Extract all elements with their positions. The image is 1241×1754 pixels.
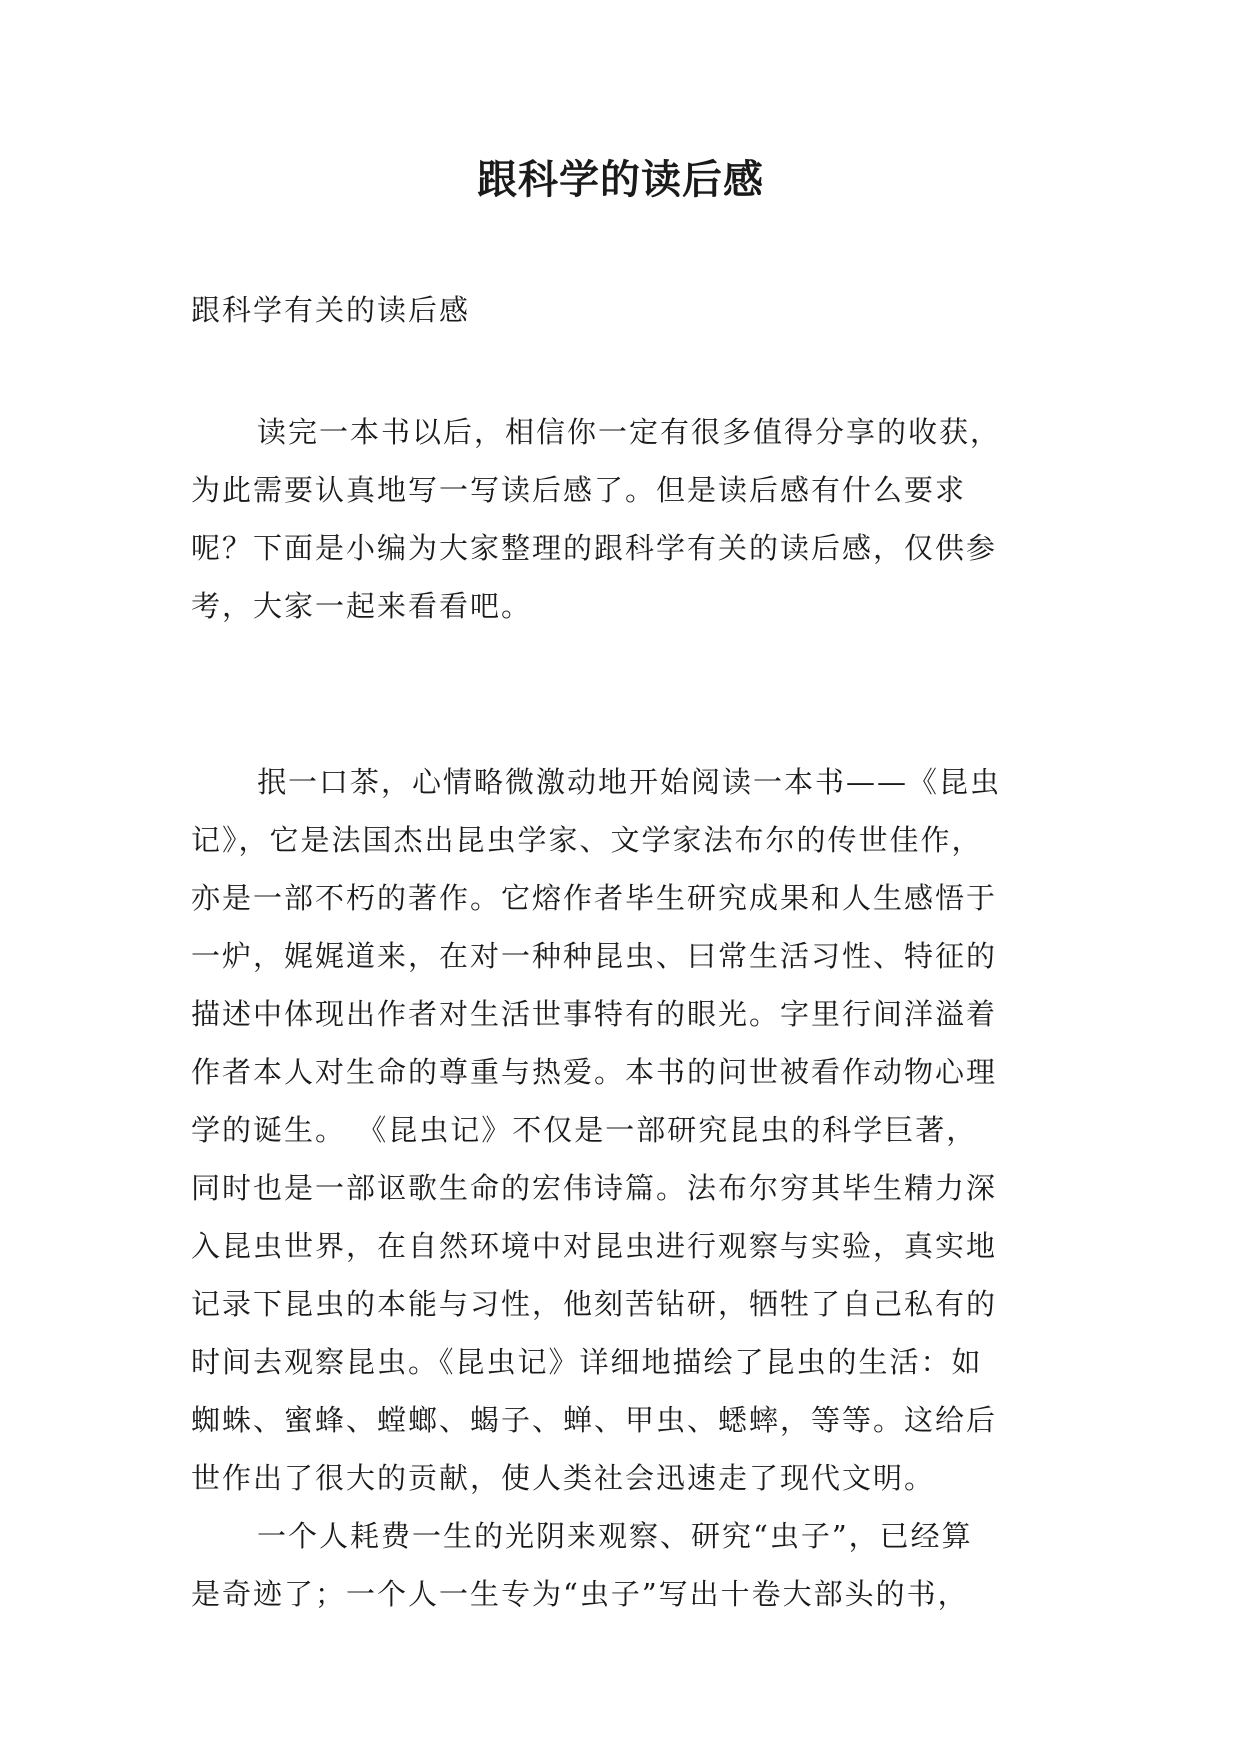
paragraph-line: 作者本人对生命的尊重与热爱。本书的问世被看作动物心理: [191, 1055, 998, 1089]
paragraph-line: 世作出了很大的贡献，使人类社会迅速走了现代文明。: [191, 1461, 936, 1495]
paragraph-line: 是奇迹了；一个人一生专为“虫子”写出十卷大部头的书，: [191, 1577, 969, 1611]
paragraph-line: 同时也是一部讴歌生命的宏伟诗篇。法布尔穷其毕生精力深: [191, 1171, 998, 1205]
paragraph-line: 蜘蛛、蜜蜂、螳螂、蝎子、蝉、甲虫、蟋蟀，等等。这给后: [191, 1403, 998, 1437]
paragraph-line: 为此需要认真地写一写读后感了。但是读后感有什么要求: [191, 473, 967, 507]
paragraph-line: 抿一口茶，心情略微激动地开始阅读一本书——《昆虫: [257, 765, 1002, 799]
paragraph-line: 一炉，娓娓道来，在对一种种昆虫、曰常生活习性、特征的: [191, 939, 998, 973]
paragraph-line: 呢？下面是小编为大家整理的跟科学有关的读后感，仅供参: [191, 531, 998, 565]
paragraph-closing: [191, 1507, 1061, 1623]
paragraph-line: 一个人耗费一生的光阴来观察、研究“虫子”，已经算: [257, 1519, 973, 1553]
paragraph-main: [191, 753, 1061, 1507]
paragraph-line: 读完一本书以后，相信你一定有很多值得分享的收获，: [257, 415, 1002, 449]
paragraph-line: 学的诞生。 《昆虫记》不仅是一部研究昆虫的科学巨著，: [191, 1113, 978, 1147]
paragraph-line: 时间去观察昆虫。《昆虫记》详细地描绘了昆虫的生活：如: [191, 1345, 983, 1379]
document-subtitle: 跟科学有关的读后感: [191, 293, 471, 327]
paragraph-line: 亦是一部不朽的著作。它熔作者毕生研究成果和人生感悟于: [191, 881, 998, 915]
paragraph-spacer: [191, 635, 1061, 753]
paragraph-intro: [191, 403, 1061, 635]
document-title: 跟科学的读后感: [477, 156, 764, 203]
document-body: [191, 403, 1061, 1623]
paragraph-line: 考，大家一起来看看吧。: [191, 589, 533, 623]
paragraph-line: 记录下昆虫的本能与习性，他刻苦钻研，牺牲了自己私有的: [191, 1287, 998, 1321]
paragraph-line: 入昆虫世界，在自然环境中对昆虫进行观察与实验，真实地: [191, 1229, 998, 1263]
paragraph-line: 描述中体现出作者对生活世事特有的眼光。字里行间洋溢着: [191, 997, 998, 1031]
paragraph-line: 记》，它是法国杰出昆虫学家、文学家法布尔的传世佳作，: [191, 823, 983, 857]
